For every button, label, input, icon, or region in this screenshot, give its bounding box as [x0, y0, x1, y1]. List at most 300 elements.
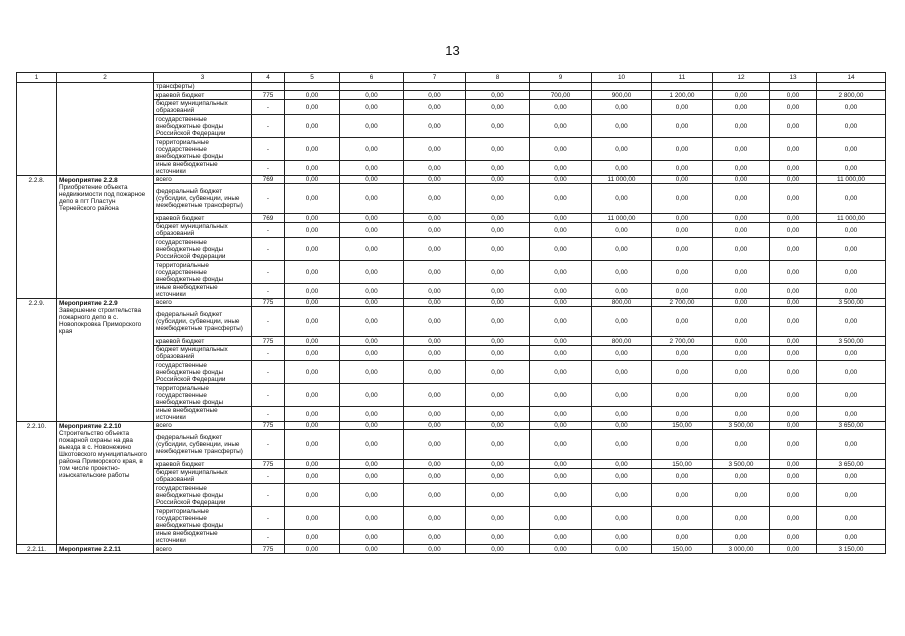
measure-text: Строительство объекта пожарной охраны на два выезда в с. Новонежино Шкотовского муниципального района Приморского края, в том числе проектно-изыскательские работы [59, 430, 147, 479]
value-cell: 0,00 [713, 184, 770, 214]
value-cell: 0,00 [285, 430, 340, 460]
value-cell: 0,00 [466, 115, 530, 138]
value-cell: 0,00 [652, 184, 713, 214]
value-cell: 0,00 [530, 100, 592, 115]
column-header: 8 [466, 73, 530, 83]
value-cell: 0,00 [285, 261, 340, 284]
value-cell: 0,00 [652, 307, 713, 337]
value-cell: 0,00 [530, 184, 592, 214]
value-cell: 0,00 [770, 407, 817, 422]
funding-source: иные внебюджетные источники [154, 284, 252, 299]
value-cell: 0,00 [466, 307, 530, 337]
value-cell: 0,00 [466, 430, 530, 460]
value-cell [466, 83, 530, 91]
value-cell: 0,00 [713, 223, 770, 238]
value-cell: 0,00 [770, 507, 817, 530]
value-cell: 0,00 [770, 337, 817, 346]
value-cell: 0,00 [285, 299, 340, 307]
value-cell: 0,00 [530, 238, 592, 261]
value-cell: 0,00 [713, 176, 770, 184]
value-cell: 0,00 [652, 507, 713, 530]
value-cell: 11 000,00 [592, 176, 652, 184]
value-cell: 150,00 [652, 545, 713, 554]
value-cell: 0,00 [817, 430, 886, 460]
value-cell: 0,00 [466, 337, 530, 346]
value-cell: 0,00 [340, 138, 404, 161]
measure-code: 2.2.11. [17, 545, 57, 554]
value-cell: 0,00 [713, 530, 770, 545]
value-cell: - [252, 507, 285, 530]
value-cell: 0,00 [770, 161, 817, 176]
measure-description [57, 176, 154, 299]
value-cell: 0,00 [285, 407, 340, 422]
funding-source: бюджет муниципальных образований [154, 346, 252, 361]
value-cell: 0,00 [404, 284, 466, 299]
value-cell: 0,00 [466, 361, 530, 384]
measure-code: 2.2.10. [17, 422, 57, 545]
value-cell: 0,00 [340, 384, 404, 407]
column-header: 4 [252, 73, 285, 83]
value-cell: 775 [252, 299, 285, 307]
value-cell: 0,00 [817, 507, 886, 530]
funding-source: трансферты) [154, 83, 252, 91]
value-cell: 0,00 [530, 384, 592, 407]
value-cell: 0,00 [340, 337, 404, 346]
value-cell: 0,00 [592, 138, 652, 161]
funding-source: бюджет муниципальных образований [154, 469, 252, 484]
value-cell: 0,00 [285, 115, 340, 138]
value-cell: 0,00 [404, 530, 466, 545]
value-cell: 2 700,00 [652, 299, 713, 307]
value-cell: 0,00 [404, 223, 466, 238]
value-cell: 0,00 [592, 530, 652, 545]
value-cell: 0,00 [713, 261, 770, 284]
value-cell: 0,00 [285, 422, 340, 430]
value-cell: 0,00 [770, 115, 817, 138]
value-cell: 0,00 [652, 530, 713, 545]
value-cell: 0,00 [817, 184, 886, 214]
value-cell: 0,00 [713, 507, 770, 530]
value-cell: 0,00 [652, 261, 713, 284]
value-cell: 0,00 [817, 223, 886, 238]
value-cell: 0,00 [285, 545, 340, 554]
value-cell: 0,00 [770, 361, 817, 384]
value-cell: 0,00 [652, 115, 713, 138]
value-cell: 0,00 [285, 100, 340, 115]
value-cell: 0,00 [466, 161, 530, 176]
value-cell: 0,00 [713, 407, 770, 422]
value-cell: 0,00 [466, 530, 530, 545]
value-cell: 3 650,00 [817, 422, 886, 430]
value-cell: 0,00 [713, 299, 770, 307]
column-header: 2 [57, 73, 154, 83]
value-cell: 0,00 [592, 507, 652, 530]
funding-source: государственные внебюджетные фонды Российской Федерации [154, 238, 252, 261]
funding-source: иные внебюджетные источники [154, 530, 252, 545]
value-cell: 0,00 [592, 307, 652, 337]
value-cell: 150,00 [652, 422, 713, 430]
value-cell: 0,00 [530, 337, 592, 346]
value-cell: 0,00 [340, 284, 404, 299]
value-cell: 0,00 [340, 422, 404, 430]
value-cell: 0,00 [404, 460, 466, 469]
value-cell: 0,00 [592, 284, 652, 299]
value-cell: 0,00 [404, 176, 466, 184]
value-cell: 0,00 [530, 284, 592, 299]
funding-source: всего [154, 176, 252, 184]
value-cell: 0,00 [592, 407, 652, 422]
value-cell: 0,00 [530, 223, 592, 238]
value-cell: 0,00 [340, 176, 404, 184]
value-cell: 0,00 [340, 184, 404, 214]
value-cell: 0,00 [713, 100, 770, 115]
measure-text: Приобретение объекта недвижимости под пожарное депо в пгт Пластун Тернейского района [59, 184, 146, 212]
value-cell: 775 [252, 91, 285, 100]
value-cell: - [252, 484, 285, 507]
column-header: 1 [17, 73, 57, 83]
value-cell: - [252, 384, 285, 407]
value-cell: 0,00 [530, 530, 592, 545]
value-cell: 0,00 [652, 138, 713, 161]
value-cell: 0,00 [340, 223, 404, 238]
value-cell: 0,00 [340, 299, 404, 307]
value-cell: 0,00 [770, 184, 817, 214]
value-cell: 0,00 [285, 460, 340, 469]
value-cell: 0,00 [530, 545, 592, 554]
value-cell: - [252, 184, 285, 214]
value-cell: - [252, 161, 285, 176]
value-cell: 0,00 [340, 507, 404, 530]
value-cell: 0,00 [817, 238, 886, 261]
measure-title: Мероприятие 2.2.10 [59, 423, 122, 430]
column-header: 3 [154, 73, 252, 83]
value-cell: 0,00 [466, 484, 530, 507]
value-cell: 150,00 [652, 460, 713, 469]
value-cell: 0,00 [404, 214, 466, 223]
value-cell: 2 700,00 [652, 337, 713, 346]
value-cell: 0,00 [770, 430, 817, 460]
value-cell: 0,00 [652, 346, 713, 361]
value-cell: 0,00 [404, 422, 466, 430]
value-cell: 0,00 [340, 460, 404, 469]
value-cell: 0,00 [817, 384, 886, 407]
value-cell: 3 150,00 [817, 545, 886, 554]
value-cell: - [252, 407, 285, 422]
column-header: 6 [340, 73, 404, 83]
value-cell: 0,00 [652, 100, 713, 115]
value-cell: 900,00 [592, 91, 652, 100]
value-cell: 0,00 [466, 545, 530, 554]
measure-code [17, 83, 57, 176]
value-cell: 0,00 [770, 100, 817, 115]
value-cell: 0,00 [592, 346, 652, 361]
value-cell: 0,00 [404, 469, 466, 484]
value-cell: 0,00 [530, 176, 592, 184]
value-cell: 0,00 [713, 284, 770, 299]
value-cell: 0,00 [340, 361, 404, 384]
value-cell: 0,00 [466, 460, 530, 469]
value-cell: 775 [252, 460, 285, 469]
value-cell: 0,00 [530, 484, 592, 507]
value-cell: - [252, 361, 285, 384]
table-row [17, 422, 886, 430]
value-cell: 0,00 [404, 407, 466, 422]
measure-description [57, 299, 154, 422]
funding-source: территориальные государственные внебюджетные фонды [154, 384, 252, 407]
value-cell: 0,00 [713, 238, 770, 261]
value-cell: 0,00 [652, 469, 713, 484]
funding-source: федеральный бюджет (субсидии, субвенции, иные межбюджетные трансферты) [154, 307, 252, 337]
value-cell: 0,00 [817, 484, 886, 507]
value-cell: 0,00 [817, 261, 886, 284]
funding-source: всего [154, 299, 252, 307]
value-cell: 2 800,00 [817, 91, 886, 100]
value-cell: 1 200,00 [652, 91, 713, 100]
value-cell: 0,00 [404, 115, 466, 138]
value-cell: 11 000,00 [817, 214, 886, 223]
value-cell: 0,00 [817, 469, 886, 484]
value-cell: 0,00 [285, 184, 340, 214]
value-cell: 775 [252, 545, 285, 554]
value-cell: 0,00 [340, 346, 404, 361]
value-cell: 0,00 [817, 161, 886, 176]
funding-source: всего [154, 422, 252, 430]
value-cell: 0,00 [592, 422, 652, 430]
value-cell: 0,00 [466, 299, 530, 307]
value-cell [252, 83, 285, 91]
value-cell: 0,00 [466, 138, 530, 161]
value-cell: 0,00 [592, 100, 652, 115]
value-cell: 0,00 [466, 469, 530, 484]
measure-title: Мероприятие 2.2.11 [59, 546, 121, 553]
value-cell: 0,00 [713, 91, 770, 100]
value-cell: 0,00 [592, 430, 652, 460]
value-cell: 0,00 [530, 307, 592, 337]
value-cell [817, 83, 886, 91]
value-cell: 3 000,00 [713, 545, 770, 554]
funding-source: иные внебюджетные источники [154, 161, 252, 176]
value-cell: 0,00 [817, 115, 886, 138]
funding-source: краевой бюджет [154, 337, 252, 346]
funding-source: территориальные государственные внебюджетные фонды [154, 507, 252, 530]
value-cell: 0,00 [404, 307, 466, 337]
value-cell: 0,00 [530, 138, 592, 161]
funding-source: территориальные государственные внебюджетные фонды [154, 261, 252, 284]
column-header: 7 [404, 73, 466, 83]
value-cell: 0,00 [340, 530, 404, 545]
value-cell: 0,00 [285, 91, 340, 100]
value-cell: 0,00 [530, 261, 592, 284]
value-cell: 3 500,00 [713, 422, 770, 430]
value-cell: 0,00 [340, 261, 404, 284]
value-cell: 0,00 [466, 91, 530, 100]
value-cell: 0,00 [466, 422, 530, 430]
column-header: 9 [530, 73, 592, 83]
value-cell: 0,00 [652, 223, 713, 238]
value-cell: 0,00 [285, 176, 340, 184]
value-cell: 0,00 [592, 261, 652, 284]
value-cell: 0,00 [404, 100, 466, 115]
value-cell: 0,00 [713, 161, 770, 176]
value-cell: 0,00 [592, 223, 652, 238]
value-cell [713, 83, 770, 91]
value-cell: - [252, 138, 285, 161]
value-cell: 11 000,00 [817, 176, 886, 184]
value-cell: 0,00 [466, 261, 530, 284]
value-cell: 800,00 [592, 299, 652, 307]
table-body [17, 73, 886, 554]
value-cell: 0,00 [652, 214, 713, 223]
value-cell: 0,00 [285, 223, 340, 238]
value-cell: - [252, 238, 285, 261]
column-header: 14 [817, 73, 886, 83]
value-cell: 0,00 [713, 138, 770, 161]
value-cell: 0,00 [340, 238, 404, 261]
value-cell: 0,00 [770, 384, 817, 407]
value-cell: 0,00 [817, 346, 886, 361]
measure-code: 2.2.8. [17, 176, 57, 299]
value-cell: - [252, 346, 285, 361]
value-cell: 0,00 [770, 91, 817, 100]
value-cell: 0,00 [466, 100, 530, 115]
value-cell: 0,00 [652, 430, 713, 460]
budget-table [16, 72, 886, 554]
value-cell: 0,00 [592, 460, 652, 469]
value-cell: 0,00 [340, 91, 404, 100]
column-header: 13 [770, 73, 817, 83]
value-cell: 0,00 [652, 284, 713, 299]
value-cell: 0,00 [530, 299, 592, 307]
funding-source: бюджет муниципальных образований [154, 223, 252, 238]
value-cell: 0,00 [770, 484, 817, 507]
value-cell: 0,00 [404, 361, 466, 384]
funding-source: федеральный бюджет (субсидии, субвенции, иные межбюджетные трансферты) [154, 430, 252, 460]
value-cell: 0,00 [713, 484, 770, 507]
value-cell: 769 [252, 176, 285, 184]
value-cell: 0,00 [817, 284, 886, 299]
value-cell: 0,00 [285, 138, 340, 161]
value-cell: 0,00 [713, 307, 770, 337]
value-cell: 0,00 [817, 530, 886, 545]
funding-source: территориальные государственные внебюджетные фонды [154, 138, 252, 161]
value-cell: 0,00 [404, 91, 466, 100]
value-cell: 0,00 [530, 214, 592, 223]
value-cell: 775 [252, 422, 285, 430]
value-cell: 0,00 [404, 484, 466, 507]
value-cell: 0,00 [770, 545, 817, 554]
value-cell: 0,00 [592, 161, 652, 176]
funding-source: краевой бюджет [154, 91, 252, 100]
value-cell: - [252, 307, 285, 337]
value-cell: 0,00 [592, 238, 652, 261]
value-cell: 0,00 [530, 115, 592, 138]
table-row [17, 83, 886, 91]
value-cell: 0,00 [340, 545, 404, 554]
value-cell: - [252, 223, 285, 238]
value-cell: 0,00 [340, 469, 404, 484]
value-cell: 0,00 [652, 161, 713, 176]
value-cell: 0,00 [466, 223, 530, 238]
value-cell: 0,00 [817, 307, 886, 337]
value-cell: 0,00 [404, 346, 466, 361]
value-cell: 0,00 [770, 238, 817, 261]
value-cell: 0,00 [817, 138, 886, 161]
value-cell: - [252, 115, 285, 138]
value-cell: 11 000,00 [592, 214, 652, 223]
value-cell: 0,00 [770, 469, 817, 484]
measure-description [57, 422, 154, 545]
funding-source: иные внебюджетные источники [154, 407, 252, 422]
value-cell: 0,00 [404, 184, 466, 214]
value-cell: 0,00 [713, 430, 770, 460]
value-cell: 0,00 [285, 337, 340, 346]
value-cell: 0,00 [770, 261, 817, 284]
value-cell: 3 500,00 [713, 460, 770, 469]
value-cell: 0,00 [340, 161, 404, 176]
funding-source: государственные внебюджетные фонды Российской Федерации [154, 484, 252, 507]
value-cell: 0,00 [713, 346, 770, 361]
value-cell: 0,00 [285, 384, 340, 407]
value-cell: 0,00 [285, 307, 340, 337]
value-cell: 0,00 [466, 346, 530, 361]
value-cell: 0,00 [340, 307, 404, 337]
value-cell: 0,00 [285, 361, 340, 384]
measure-description [57, 83, 154, 176]
value-cell: 0,00 [530, 430, 592, 460]
value-cell [530, 83, 592, 91]
value-cell: 0,00 [340, 484, 404, 507]
value-cell: 0,00 [404, 507, 466, 530]
column-header: 11 [652, 73, 713, 83]
value-cell: 0,00 [466, 507, 530, 530]
value-cell: 0,00 [285, 484, 340, 507]
value-cell: 3 650,00 [817, 460, 886, 469]
measure-code: 2.2.9. [17, 299, 57, 422]
value-cell: 0,00 [770, 299, 817, 307]
value-cell [404, 83, 466, 91]
column-header: 12 [713, 73, 770, 83]
value-cell [340, 83, 404, 91]
value-cell: 0,00 [817, 407, 886, 422]
value-cell: 0,00 [466, 176, 530, 184]
page-number: 13 [445, 43, 460, 58]
value-cell: 0,00 [404, 161, 466, 176]
value-cell: - [252, 100, 285, 115]
value-cell: - [252, 284, 285, 299]
value-cell: 0,00 [404, 384, 466, 407]
value-cell: 0,00 [652, 384, 713, 407]
value-cell: 0,00 [530, 469, 592, 484]
value-cell: 0,00 [592, 184, 652, 214]
measure-title: Мероприятие 2.2.8 [59, 177, 118, 184]
value-cell: 0,00 [466, 384, 530, 407]
funding-source: государственные внебюджетные фонды Российской Федерации [154, 361, 252, 384]
value-cell: 0,00 [592, 384, 652, 407]
value-cell: 0,00 [592, 484, 652, 507]
value-cell: 0,00 [404, 261, 466, 284]
value-cell: 0,00 [652, 361, 713, 384]
value-cell: 0,00 [285, 214, 340, 223]
value-cell: 0,00 [340, 100, 404, 115]
value-cell: 769 [252, 214, 285, 223]
value-cell: 0,00 [404, 337, 466, 346]
value-cell: 0,00 [713, 214, 770, 223]
measure-description [57, 545, 154, 554]
value-cell: 0,00 [285, 238, 340, 261]
funding-source: всего [154, 545, 252, 554]
value-cell: 0,00 [285, 284, 340, 299]
value-cell: 0,00 [285, 346, 340, 361]
